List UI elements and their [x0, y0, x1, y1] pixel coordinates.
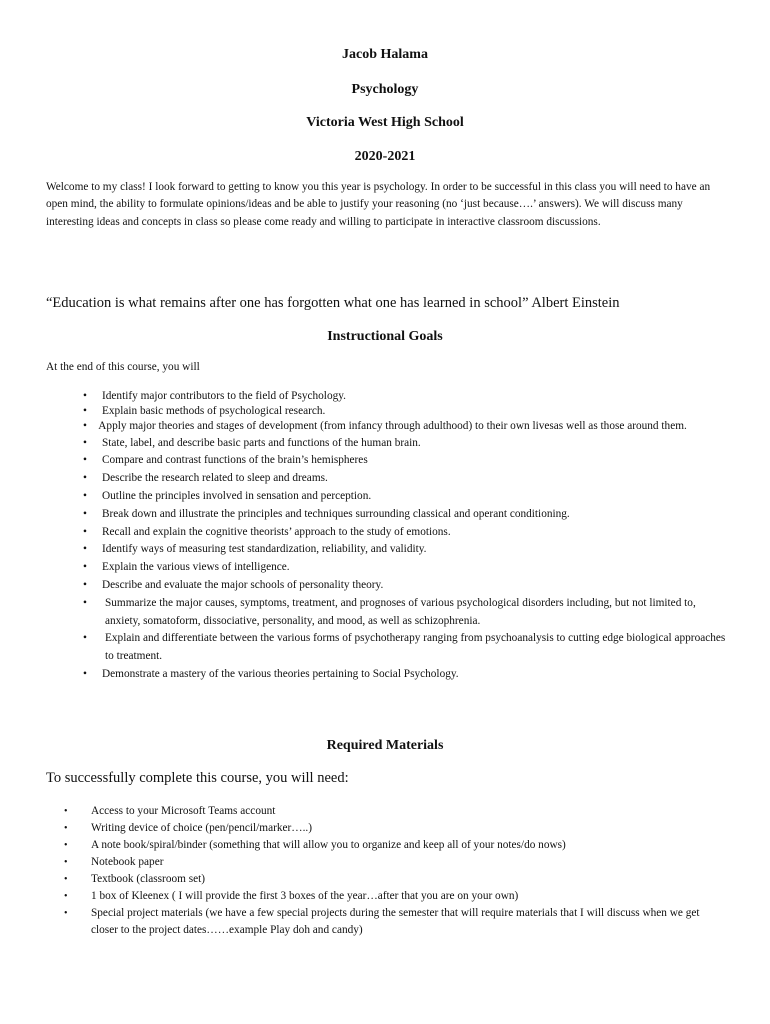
material-item: • A note book/spiral/binder (something that will allow you to organize and keep all of your notes/do nows)	[64, 837, 724, 854]
goal-item: • Describe the research related to sleep and dreams.	[83, 470, 728, 488]
bullet-icon: •	[64, 891, 68, 902]
subject-title: Psychology	[351, 82, 419, 97]
bullet-icon: •	[83, 561, 87, 574]
materials-lead: To successfully complete this course, you will need:	[46, 770, 349, 786]
bullet-icon: •	[83, 490, 87, 503]
material-item: • Notebook paper	[64, 854, 724, 871]
material-item: • Textbook (classroom set)	[64, 871, 724, 888]
school-name: Victoria West High School	[306, 115, 464, 130]
goal-item: • State, label, and describe basic parts and functions of the human brain.	[83, 435, 728, 453]
goal-item: • Identify major contributors to the field of Psychology.	[83, 390, 346, 402]
goal-item: • Describe and evaluate the major schools of personality theory.	[83, 577, 728, 595]
goal-item: • Identify ways of measuring test standardization, reliability, and validity.	[83, 541, 728, 559]
welcome-paragraph: Welcome to my class! I look forward to getting to know you this year is psychology. In order to be successful in this class you will need to have an open mind, the ability to formulate opinions/ideas and be able to justify your reasoning (no ‘just because….’ answers). We will discuss many interesting ideas and concepts in class so please come ready and willing to participate in interactive classroom discussions.	[46, 181, 711, 228]
bullet-icon: •	[83, 507, 87, 520]
goal-item: • Explain and differentiate between the various forms of psychotherapy ranging from psychoanalysis to cutting edge biological approaches to treatment.	[83, 632, 726, 663]
bullet-icon: •	[83, 436, 87, 449]
bullet-icon: •	[83, 420, 87, 433]
bullet-icon: •	[64, 823, 68, 834]
goal-item: • Apply major theories and stages of development (from infancy through adulthood) to their own livesas well as those around them.	[83, 420, 687, 433]
bullet-icon: •	[64, 874, 68, 885]
instructional-goals-list	[83, 389, 728, 684]
bullet-icon: •	[83, 525, 87, 538]
einstein-quote: “Education is what remains after one has forgotten what one has learned in school” Albert Einstein	[46, 295, 620, 311]
bullet-icon: •	[83, 390, 87, 402]
goal-item: • Explain basic methods of psychological research.	[83, 404, 326, 417]
bullet-icon: •	[83, 543, 87, 556]
bullet-icon: •	[83, 596, 87, 609]
goal-item: • Summarize the major causes, symptoms, treatment, and prognoses of various psychological disorders including, but not limited to, anxiety, somatoform, dissociative, personality, and mood, as well as schizophrenia.	[83, 596, 696, 627]
material-item: • Writing device of choice (pen/pencil/marker…..)	[64, 820, 724, 837]
bullet-icon: •	[64, 806, 68, 817]
bullet-icon: •	[83, 404, 87, 417]
material-item: • 1 box of Kleenex ( I will provide the first 3 boxes of the year…after that you are on your own)	[64, 888, 724, 905]
goal-item: • Compare and contrast functions of the brain’s hemispheres	[83, 452, 728, 470]
bullet-icon: •	[64, 840, 68, 851]
bullet-icon: •	[64, 857, 68, 868]
goal-item: • Break down and illustrate the principles and techniques surrounding classical and operant conditioning.	[83, 506, 728, 524]
school-year: 2020-2021	[354, 149, 416, 164]
bullet-icon: •	[83, 454, 87, 467]
material-item: • Access to your Microsoft Teams account	[64, 803, 724, 820]
goal-item: • Recall and explain the cognitive theorists’ approach to the study of emotions.	[83, 524, 728, 542]
required-materials-list	[64, 803, 724, 939]
goal-item: • Demonstrate a mastery of the various theories pertaining to Social Psychology.	[83, 666, 728, 684]
bullet-icon: •	[83, 579, 87, 592]
bullet-icon: •	[83, 472, 87, 485]
material-item: • Special project materials (we have a few special projects during the semester that will require materials that I will discuss when we get closer to the project dates……example Play doh and candy)	[64, 907, 700, 936]
bullet-icon: •	[83, 668, 87, 681]
teacher-name: Jacob Halama	[342, 47, 428, 62]
bullet-icon: •	[64, 908, 68, 919]
required-materials-heading: Required Materials	[326, 738, 444, 753]
goal-item: • Explain the various views of intelligence.	[83, 559, 728, 577]
bullet-icon: •	[83, 632, 87, 645]
goal-item: • Outline the principles involved in sensation and perception.	[83, 488, 728, 506]
goals-intro: At the end of this course, you will	[46, 361, 200, 373]
instructional-goals-heading: Instructional Goals	[327, 329, 443, 344]
